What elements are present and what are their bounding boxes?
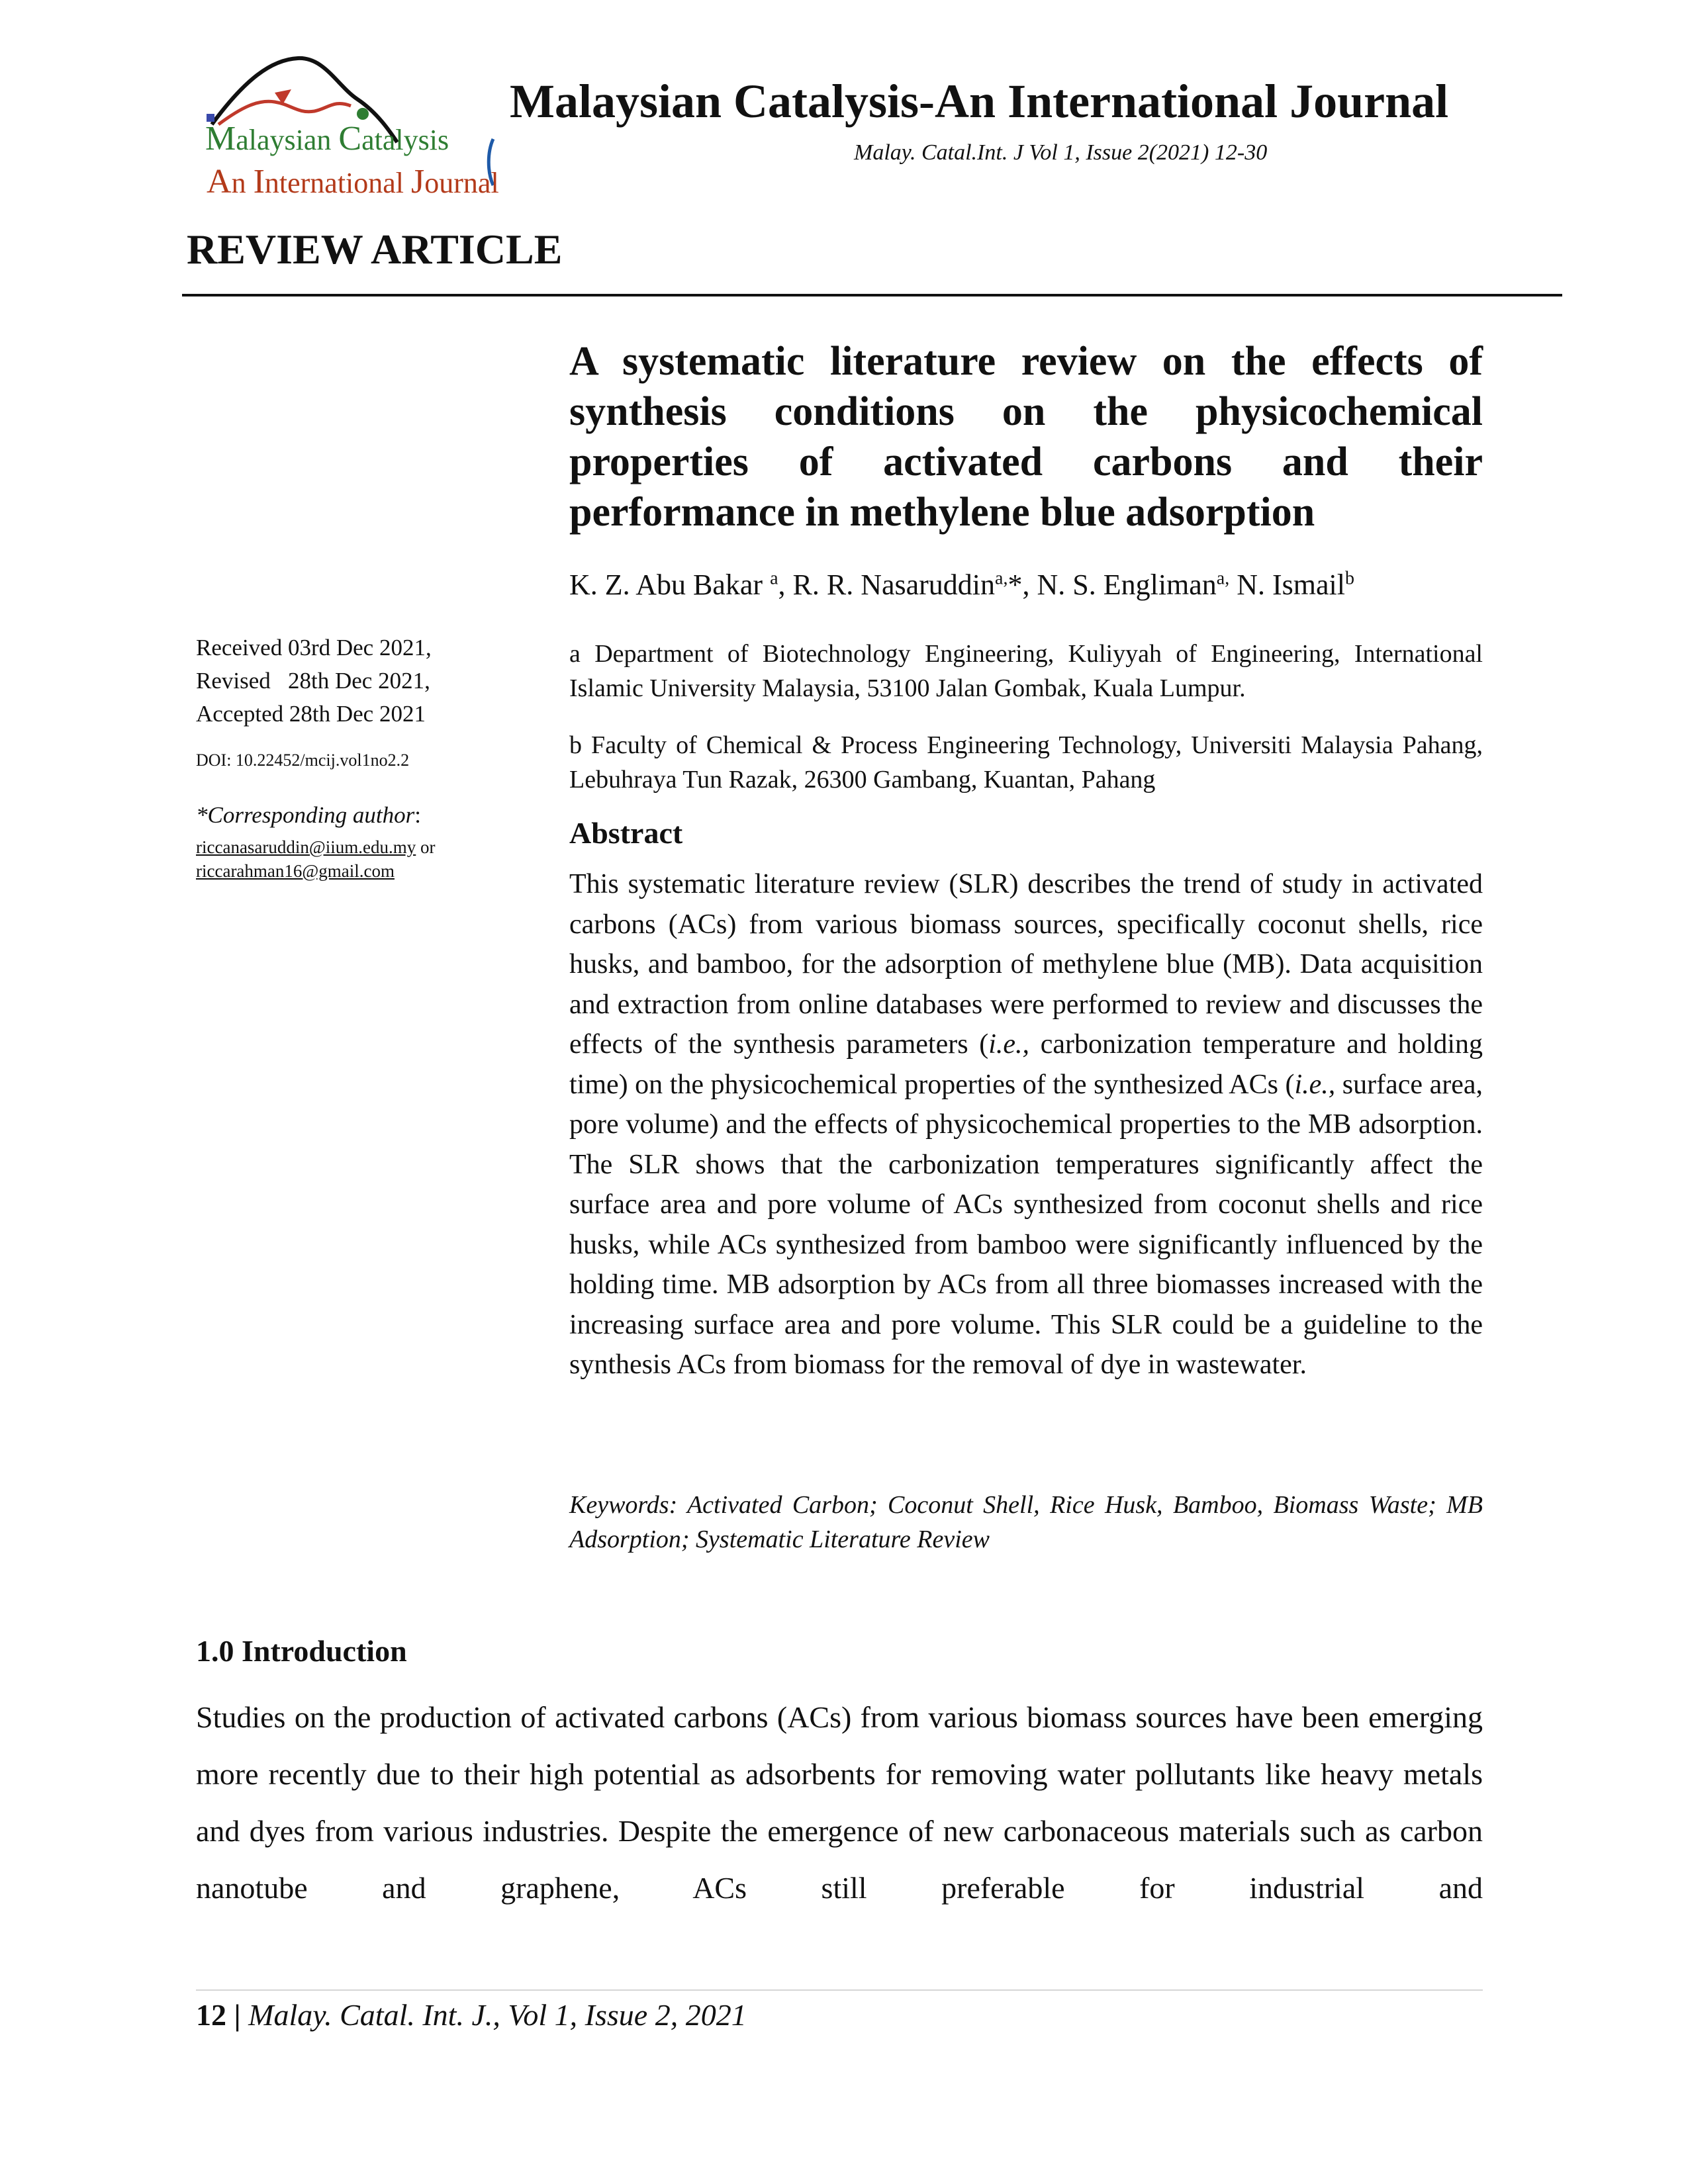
introduction-heading: 1.0 Introduction [196, 1634, 407, 1668]
abstract-body: This systematic literature review (SLR) describes the trend of study in activated carbons (ACs) from various biomass sources, specifically coconut shells, rice husks, and bamboo, for the adsorption of methylene blue (MB). Data acquisition and extraction from online databases were performed to review and discusses the effects of the synthesis parameters (i.e., carbonization temperature and holding time) on the physicochemical properties of the synthesized ACs (i.e., surface area, pore volume) and the effects of physicochemical properties to the MB adsorption. The SLR shows that the carbonization temperatures significantly affect the surface area and pore volume of ACs synthesized from coconut shells and rice husks, while ACs synthesized from bamboo were significantly influenced by the holding time. MB adsorption by ACs from all three biomasses increased with the increasing surface area and pore volume. This SLR could be a guideline to the synthesis ACs from biomass for the removal of dye in wastewater. [569, 869, 1483, 1380]
page-number: 12 [196, 1998, 226, 2032]
logo-text-line2: An International Journal [207, 163, 499, 201]
doi: DOI: 10.22452/mcij.vol1no2.2 [196, 751, 410, 770]
article-dates [196, 631, 432, 731]
article-type: REVIEW ARTICLE [187, 226, 563, 273]
revised-date: Revised 28th Dec 2021, [196, 668, 430, 694]
journal-citation: Malay. Catal.Int. J Vol 1, Issue 2(2021) 12-30 [854, 140, 1268, 165]
email-link-2[interactable]: riccarahman16@gmail.com [196, 861, 395, 881]
accepted-date: Accepted 28th Dec 2021 [196, 701, 426, 727]
keywords: Keywords: Activated Carbon; Coconut Shell, Rice Husk, Bamboo, Biomass Waste; MB Adsorption; Systematic Literature Review [569, 1491, 1483, 1553]
paper-title: A systematic literature review on the effects of synthesis conditions on the physicochemical properties of activated carbons and their performance in methylene blue adsorption [569, 339, 1483, 535]
introduction-text: Studies on the production of activated carbons (ACs) from various biomass sources have been emerging more recently due to their high potential as adsorbents for removing water pollutants like heavy metals and dyes from various industries. Despite the emergence of new carbonaceous materials such as carbon nanotube and graphene, ACs still preferable for industrial and [196, 1700, 1483, 1905]
author-list: K. Z. Abu Bakar $^a$, R. R. Nasaruddin$^{a,}$*, N. S. Engliman$^{a,}$ N. Ismail$^b$ [569, 568, 1354, 601]
footer-citation: Malay. Catal. Int. J., Vol 1, Issue 2, 2021 [248, 1998, 747, 2032]
email-link-1[interactable]: riccanasaruddin@iium.edu.my [196, 837, 416, 857]
received-date: Received 03rd Dec 2021, [196, 635, 432, 660]
abstract-heading: Abstract [569, 816, 683, 850]
journal-title: Malaysian Catalysis-An International Journal [510, 75, 1449, 128]
corresponding-author-emails: riccanasaruddin@iium.edu.my or riccarahman16@gmail.com [196, 837, 436, 881]
logo-text-line1: Malaysian Catalysis [205, 120, 449, 158]
journal-logo [192, 53, 499, 205]
affiliation-a: a Department of Biotechnology Engineering, Kuliyyah of Engineering, International Islamic University Malaysia, 53100 Jalan Gombak, Kuala Lumpur. [569, 640, 1483, 702]
affiliation-b: b Faculty of Chemical & Process Engineering Technology, Universiti Malaysia Pahang, Lebuhraya Tun Razak, 26300 Gambang, Kuantan, Pahang [569, 731, 1483, 794]
corresponding-author-label: *Corresponding author: [196, 802, 421, 828]
header-divider [182, 294, 1562, 296]
footer-divider [196, 1989, 1483, 1991]
page-footer: 12 | Malay. Catal. Int. J., Vol 1, Issue 2, 2021 [196, 1998, 747, 2032]
